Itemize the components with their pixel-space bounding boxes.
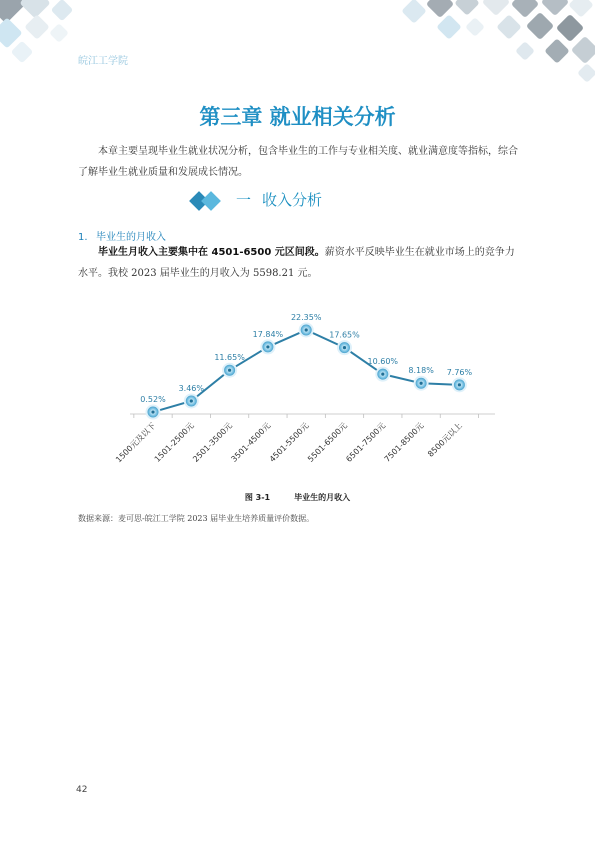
data-label: 8.18% (408, 366, 434, 376)
section-title: 收入分析 (262, 191, 323, 209)
category-label: 4501-5500元 (267, 421, 311, 464)
data-point-center (381, 373, 384, 376)
deco-tile (482, 0, 510, 16)
data-label: 11.65% (214, 353, 245, 363)
deco-tile (401, 0, 426, 24)
category-label: 6501-7500元 (344, 421, 388, 464)
data-point-center (420, 382, 423, 385)
deco-tile (526, 12, 554, 40)
data-source-note: 数据来源：麦可思-皖江工学院 2023 届毕业生培养质量评价数据。 (78, 514, 315, 523)
data-label: 3.46% (178, 383, 205, 393)
data-label: 0.52% (140, 395, 166, 405)
deco-tile (515, 41, 535, 61)
category-labels (114, 420, 464, 464)
figure-caption (0, 492, 595, 503)
category-label: 8500元以上 (426, 421, 464, 459)
category-label: 5501-6500元 (306, 421, 349, 464)
data-label: 17.65% (329, 330, 360, 340)
deco-tile (577, 63, 595, 83)
deco-tile (51, 0, 74, 21)
diamond-icon (201, 191, 221, 211)
data-point-center (458, 383, 461, 386)
x-axis-ticks (134, 414, 479, 418)
data-point-center (305, 328, 308, 331)
income-line-chart (100, 305, 500, 485)
figure-label: 图 3-1 (244, 493, 271, 502)
page-number: 42 (76, 785, 88, 795)
deco-tile (49, 23, 69, 43)
chapter-title: 第三章 就业相关分析 (199, 105, 396, 129)
subsection-heading (78, 228, 166, 243)
deco-tile (465, 17, 485, 37)
paragraph-text: 薪资水平反映毕业生在就业市场上的竞争力水平。我校 2023 届毕业生的月收入为 5598.21 元。 (78, 247, 515, 279)
deco-tile (571, 36, 595, 64)
data-point-center (228, 369, 231, 372)
deco-tile (544, 38, 569, 63)
deco-tile (24, 14, 49, 39)
data-label: 22.35% (290, 312, 322, 322)
data-point-center (343, 346, 346, 349)
data-label: 7.76% (446, 367, 473, 377)
deco-tile (436, 14, 461, 39)
header-school-name: 皖江工学院 (78, 56, 128, 67)
deco-tile (556, 14, 584, 42)
category-label: 7501-8500元 (382, 421, 426, 464)
data-label: 17.84% (252, 329, 284, 339)
subsection-title: 毕业生的月收入 (96, 232, 166, 243)
paragraph-bold-lead: 毕业生月收入主要集中在 4501-6500 元区间段。 (98, 247, 325, 258)
deco-tile (496, 14, 521, 39)
subsection-number: 1. (78, 232, 88, 243)
figure-title: 毕业生的月收入 (294, 493, 351, 502)
section-number: 一 (236, 191, 252, 209)
deco-tile (454, 0, 479, 16)
data-point-center (190, 399, 193, 402)
category-label: 3501-4500元 (229, 421, 273, 464)
data-point-center (266, 345, 269, 348)
section-banner (186, 187, 346, 215)
data-point-center (151, 410, 154, 413)
category-label: 1500元及以下 (114, 421, 158, 465)
deco-tile (541, 0, 569, 16)
data-label: 10.60% (367, 357, 399, 367)
intro-paragraph: 本章主要呈现毕业生就业状况分析，包含毕业生的工作与专业相关度、就业满意度等指标，综合了解毕业生就业质量和发展成长情况。 (78, 146, 518, 178)
body-paragraph (78, 242, 518, 284)
deco-tile (11, 41, 34, 64)
category-label: 1501-2500元 (152, 421, 196, 464)
category-label: 2501-3500元 (191, 421, 235, 464)
